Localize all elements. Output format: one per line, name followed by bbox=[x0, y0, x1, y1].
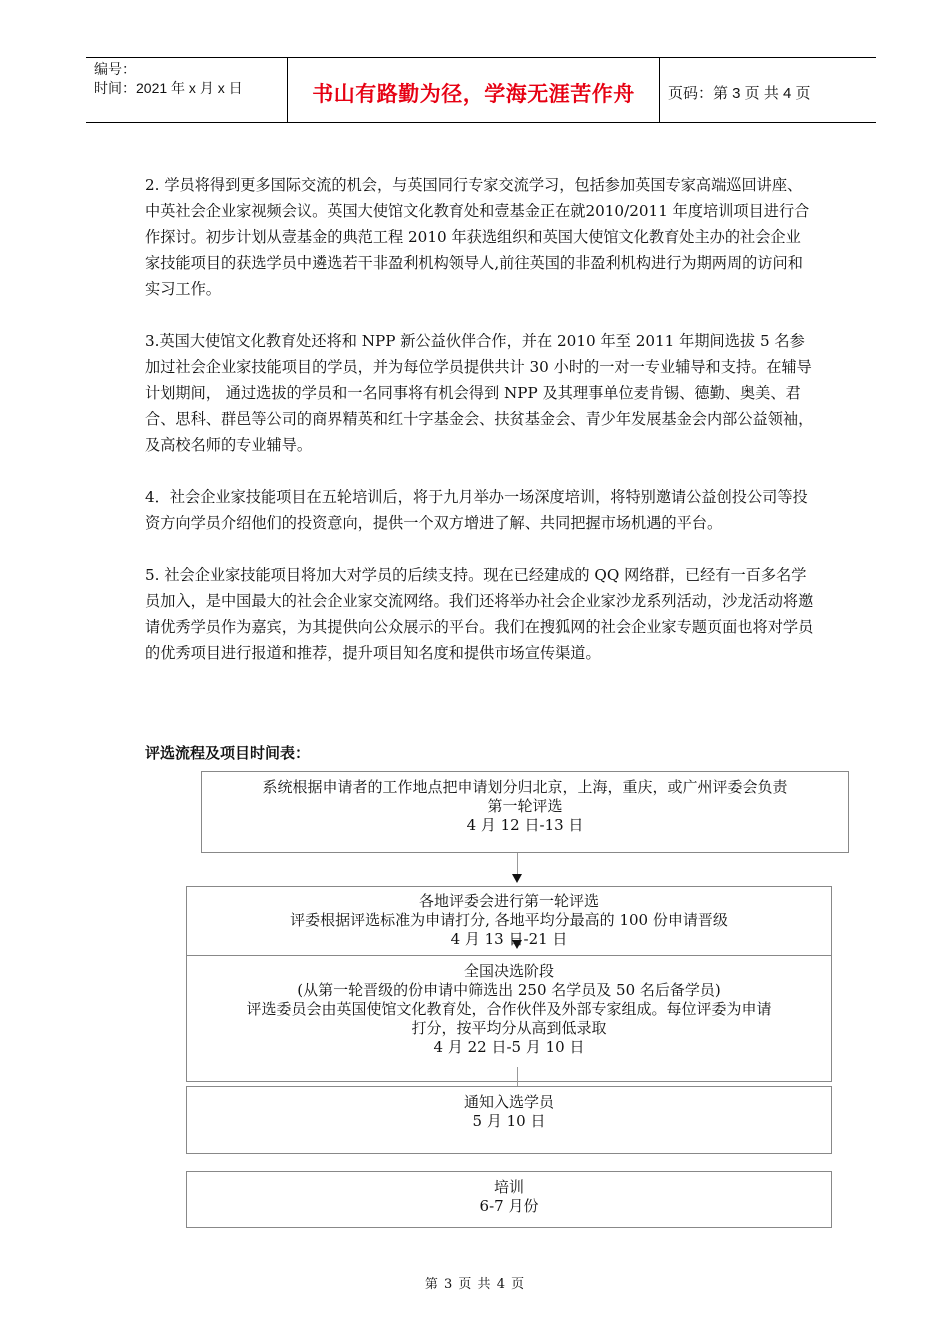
flow-arrow-down-icon bbox=[512, 874, 522, 883]
paragraph-2: 2. 学员将得到更多国际交流的机会，与英国同行专家交流学习，包括参加英国专家高端巡回讲座、中英社会企业家视频会议。英国大使馆文化教育处和壹基金正在就2010/2011 年度培训项目进行合作探讨。初步计划从壹基金的典范工程 2010 年获选组织和英国大使馆文化教育处主办的社会企业家技能项目的获选学员中遴选若干非盈利机构领导人,前往英国的非盈利机构进行为期两周的访问和实习工作。 bbox=[145, 176, 810, 298]
flow-connector-1 bbox=[517, 853, 518, 875]
document-header bbox=[86, 57, 876, 123]
flow-connector-3 bbox=[517, 1067, 518, 1087]
paragraph-4: 4．社会企业家技能项目在五轮培训后，将于九月举办一场深度培训，将特别邀请公益创投公司等投资方向学员介绍他们的投资意向，提供一个双方增进了解、共同把握市场机遇的平台。 bbox=[145, 488, 808, 532]
flow-step-3-line-4: 打分，按平均分从高到低录取 bbox=[411, 1019, 607, 1037]
serial-number-label: 编号： bbox=[94, 61, 136, 77]
flow-step-2-date: 4 月 13 日-21 日 bbox=[450, 930, 568, 948]
flow-step-4-line-1: 通知入选学员 bbox=[463, 1093, 554, 1111]
flow-step-2-line-2: 评委根据评选标准为申请打分, 各地平均分最高的 100 份申请晋级 bbox=[290, 911, 728, 929]
flow-step-3 bbox=[186, 955, 832, 1082]
flow-step-2 bbox=[186, 886, 832, 958]
header-page-info: 页码：第 3 页 共 4 页 bbox=[668, 84, 811, 102]
paragraph-3: 3.英国大使馆文化教育处还将和 NPP 新公益伙伴合作，并在 2010 年至 2011 年期间选拔 5 名参加过社会企业家技能项目的学员，并为每位学员提供共计 30 小时的一对一专业辅导和支持。在辅导计划期间， 通过选拔的学员和一名同事将有机会得到 NPP 及其理事单位麦肯锡、德勤、奥美、君合、思科、群邑等公司的商界精英和红十字基金会、扶贫基金会、青少年发展基金会内部公益领袖，及高校名师的专业辅导。 bbox=[145, 332, 814, 454]
flow-step-3-line-3: 评选委员会由英国使馆文化教育处，合作伙伴及外部专家组成。每位评委为申请 bbox=[246, 1000, 772, 1018]
flow-step-4 bbox=[186, 1086, 832, 1154]
flow-step-3-line-1: 全国决选阶段 bbox=[463, 962, 554, 980]
flow-step-1-line-2: 第一轮评选 bbox=[487, 797, 563, 815]
flow-step-1-line-1: 系统根据申请者的工作地点把申请划分归北京，上海，重庆，或广州评委会负责 bbox=[262, 778, 788, 796]
flow-arrow-down-icon bbox=[512, 940, 522, 949]
flow-step-1-date: 4 月 12 日-13 日 bbox=[466, 816, 584, 834]
flow-step-1 bbox=[201, 771, 849, 853]
header-meta-cell bbox=[86, 58, 288, 122]
flow-step-3-line-2: (从第一轮晋级的份申请中筛选出 250 名学员及 50 名后备学员) bbox=[297, 981, 721, 999]
flow-step-5 bbox=[186, 1171, 832, 1228]
section-title: 评选流程及项目时间表： bbox=[145, 744, 311, 762]
flow-step-3-date: 4 月 22 日-5 月 10 日 bbox=[433, 1038, 585, 1056]
document-body bbox=[145, 172, 815, 692]
page-footer: 第 3 页 共 4 页 bbox=[424, 1277, 526, 1292]
flow-step-5-date: 6-7 月份 bbox=[479, 1197, 539, 1215]
flow-step-2-line-1: 各地评委会进行第一轮评选 bbox=[418, 892, 599, 910]
flow-step-5-line-1: 培训 bbox=[493, 1178, 524, 1196]
paragraph-5: 5. 社会企业家技能项目将加大对学员的后续支持。现在已经建成的 QQ 网络群，已经有一百多名学员加入，是中国最大的社会企业家交流网络。我们还将举办社会企业家沙龙系列活动，沙龙活动将邀请优秀学员作为嘉宾，为其提供向公众展示的平台。我们在搜狐网的社会企业家专题页面也将对学员的优秀项目进行报道和推荐，提升项目知名度和提供市场宣传渠道。 bbox=[145, 566, 814, 662]
flow-step-4-date: 5 月 10 日 bbox=[472, 1112, 546, 1130]
header-motto: 书山有路勤为径，学海无涯苦作舟 bbox=[288, 58, 660, 122]
date-label: 时间：2021 年 x 月 x 日 bbox=[94, 80, 243, 96]
